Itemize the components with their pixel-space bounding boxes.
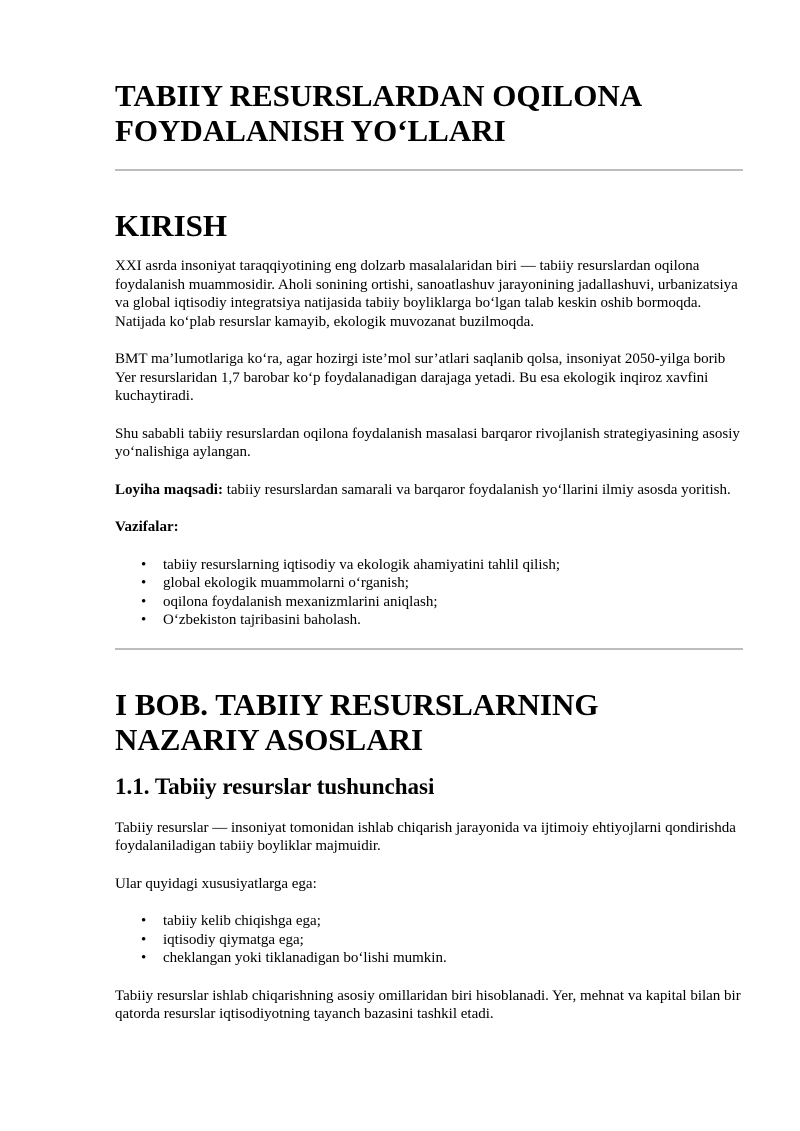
tasks-label-text: Vazifalar:: [115, 519, 179, 535]
bullet-icon: •: [141, 913, 147, 929]
document-page: [115, 78, 743, 1024]
bullet-icon: •: [141, 556, 147, 573]
list-item: [141, 931, 743, 950]
list-item-text: tabiiy resurslarning iqtisodiy va ekologik ahamiyatini tahlil qilish;: [163, 556, 561, 573]
list-item: [141, 593, 743, 612]
features-list: [115, 912, 743, 968]
project-goal-text: tabiiy resurslardan samarali va barqaror foydalanish yo‘llarini ilmiy asosda yoritish.: [222, 481, 731, 498]
section-paragraph-3: Tabiiy resurslar ishlab chiqarishning asosiy omillaridan biri hisoblanadi. Yer, mehnat va kapital bilan bir qatorda resurslar iqtisodiyotning tayanch bazasini tashkil etadi.: [115, 987, 741, 1022]
list-item: [141, 556, 743, 575]
list-item: [141, 912, 743, 931]
list-item: [141, 574, 743, 593]
bullet-icon: •: [141, 593, 147, 610]
intro-heading: KIRISH: [115, 208, 227, 243]
list-item-text: cheklangan yoki tiklanadigan bo‘lishi mumkin.: [163, 950, 447, 966]
section-paragraph-1: Tabiiy resurslar — insoniyat tomonidan ishlab chiqarish jarayonida va ijtimoiy ehtiyojlarni qondirishda foydalaniladigan tabiiy boyliklar majmuidir.: [115, 819, 736, 854]
project-goal: [115, 481, 743, 500]
list-item: [141, 611, 743, 630]
chapter-heading: I BOB. TABIIY RESURSLARNING NAZARIY ASOSLARI: [115, 686, 599, 757]
document-title: TABIIY RESURSLARDAN OQILONA FOYDALANISH YO‘LLARI: [115, 78, 641, 148]
tasks-list: [115, 556, 743, 630]
bullet-icon: •: [141, 950, 147, 966]
intro-paragraph-2: BMT ma’lumotlariga ko‘ra, agar hozirgi iste’mol sur’atlari saqlanib qolsa, insoniyat 2050-yilga borib Yer resurslaridan 1,7 barobar ko‘p foydalanadigan darajaga yetadi. Bu esa ekologik inqiroz xavfini kuchaytiradi.: [115, 351, 726, 404]
chapter-divider: [115, 648, 743, 650]
title-divider: [115, 169, 743, 171]
bullet-icon: •: [141, 575, 147, 591]
tasks-label: [115, 518, 743, 537]
list-item: [141, 949, 743, 968]
project-goal-label: Loyiha maqsadi:: [115, 481, 223, 498]
bullet-icon: •: [141, 931, 147, 948]
list-item-text: O‘zbekiston tajribasini baholash.: [163, 612, 361, 628]
bullet-icon: •: [141, 612, 147, 628]
list-item-text: global ekologik muammolarni o‘rganish;: [163, 575, 409, 591]
list-item-text: oqilona foydalanish mexanizmlarini aniqlash;: [163, 593, 438, 610]
list-item-text: tabiiy kelib chiqishga ega;: [163, 913, 321, 929]
section-paragraph-2: Ular quyidagi xususiyatlarga ega:: [115, 875, 317, 892]
section-heading: 1.1. Tabiiy resurslar tushunchasi: [115, 773, 435, 799]
list-item-text: iqtisodiy qiymatga ega;: [163, 931, 304, 948]
intro-paragraph-3: Shu sababli tabiiy resurslardan oqilona foydalanish masalasi barqaror rivojlanish strategiyasining asosiy yo‘nalishiga aylangan.: [115, 425, 740, 460]
intro-paragraph-1: XXI asrda insoniyat taraqqiyotining eng dolzarb masalalaridan biri — tabiiy resurslardan oqilona foydalanish muammosidir. Aholi sonining ortishi, sanoatlashuv jarayonining jadallashuvi, urbanizatsiya va global iqtisodiy integratsiya natijasida tabiiy boyliklarga bo‘lgan talab keskin oshib bormoqda. Natijada ko‘plab resurslar kamayib, ekologik muvozanat buzilmoqda.: [115, 258, 738, 330]
